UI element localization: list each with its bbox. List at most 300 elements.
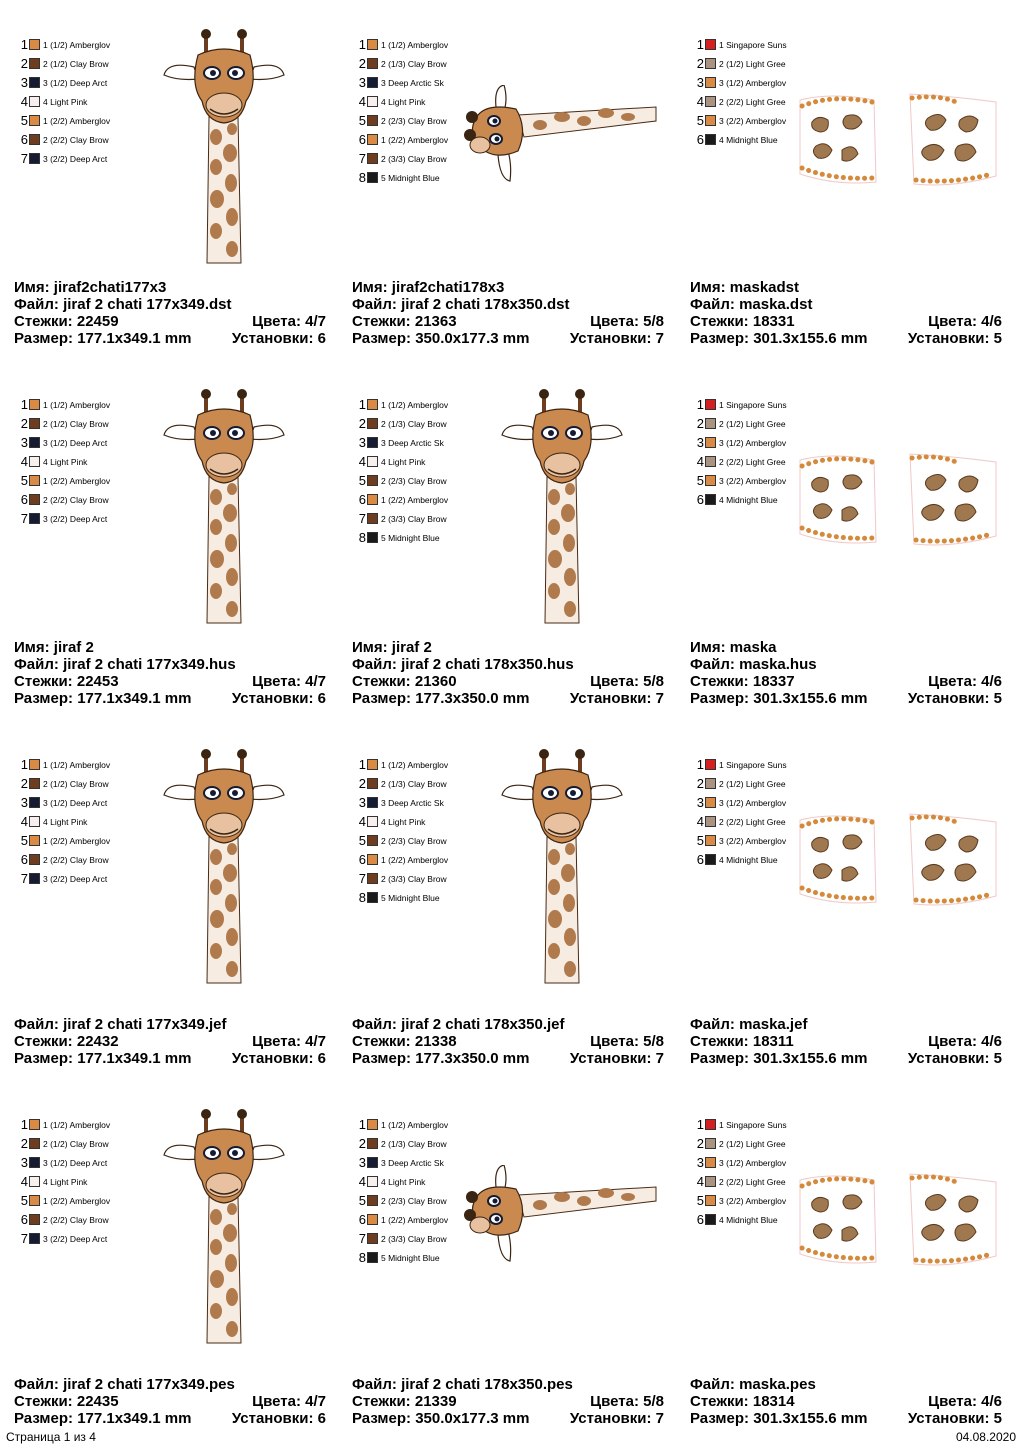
color-number: 6 bbox=[20, 492, 28, 507]
color-row bbox=[356, 812, 476, 831]
color-swatch bbox=[367, 759, 378, 770]
mask-design-image bbox=[792, 1170, 1002, 1270]
color-row bbox=[694, 755, 814, 774]
design-info bbox=[14, 1376, 326, 1427]
color-swatch bbox=[705, 835, 716, 846]
color-name: 3 (2/2) Amberglov bbox=[719, 475, 787, 486]
color-count: 4/6 bbox=[981, 1393, 1002, 1410]
color-row bbox=[18, 35, 138, 54]
color-number: 4 bbox=[358, 454, 366, 469]
color-row bbox=[356, 850, 476, 869]
color-name: 1 (2/2) Amberglov bbox=[43, 835, 111, 846]
color-swatch bbox=[29, 115, 40, 126]
file-name: jiraf 2 chati 178x350.dst bbox=[401, 296, 570, 313]
giraffe-design-image bbox=[154, 745, 294, 985]
color-number: 3 bbox=[696, 795, 704, 810]
design-card bbox=[14, 1105, 344, 1450]
color-row bbox=[18, 1172, 138, 1191]
color-swatch bbox=[705, 39, 716, 50]
settings-count: 5 bbox=[993, 690, 1002, 707]
design-size: 301.3x155.6 mm bbox=[753, 1410, 868, 1427]
color-name: 5 Midnight Blue bbox=[381, 172, 440, 183]
color-swatch bbox=[367, 58, 378, 69]
color-row bbox=[356, 452, 476, 471]
color-row bbox=[356, 793, 476, 812]
color-name: 3 Deep Arctic Sk bbox=[381, 1157, 444, 1168]
color-number: 4 bbox=[696, 814, 704, 829]
file-name: jiraf 2 chati 178x350.pes bbox=[401, 1376, 573, 1393]
color-number: 3 bbox=[20, 75, 28, 90]
color-swatch bbox=[29, 1119, 40, 1130]
design-card bbox=[352, 385, 682, 730]
design-info bbox=[690, 279, 1002, 347]
size-line: Размер: 177.1x349.1 mm Установки: 6 bbox=[14, 1410, 326, 1427]
color-count: 4/7 bbox=[305, 313, 326, 330]
color-row bbox=[356, 509, 476, 528]
color-name: 4 Midnight Blue bbox=[719, 494, 778, 505]
color-number: 4 bbox=[358, 94, 366, 109]
color-name: 2 (2/2) Light Gree bbox=[719, 456, 786, 467]
color-row bbox=[18, 509, 138, 528]
size-line: Размер: 177.1x349.1 mm Установки: 6 bbox=[14, 1050, 326, 1067]
color-number: 1 bbox=[358, 397, 366, 412]
color-number: 5 bbox=[696, 1193, 704, 1208]
color-name: 1 (2/2) Amberglov bbox=[43, 1195, 111, 1206]
color-name: 2 (1/2) Clay Brow bbox=[43, 418, 109, 429]
stitches-line: Стежки: 22432 Цвета: 4/7 bbox=[14, 1033, 326, 1050]
color-name: 4 Light Pink bbox=[43, 1176, 88, 1187]
color-name: 2 (2/3) Clay Brow bbox=[381, 835, 447, 846]
stitches-line: Стежки: 18314 Цвета: 4/6 bbox=[690, 1393, 1002, 1410]
color-swatch bbox=[367, 96, 378, 107]
color-swatch bbox=[29, 797, 40, 808]
color-number: 3 bbox=[696, 75, 704, 90]
color-number: 6 bbox=[20, 132, 28, 147]
color-row bbox=[694, 54, 814, 73]
color-swatch bbox=[29, 759, 40, 770]
color-swatch bbox=[29, 494, 40, 505]
color-swatch bbox=[29, 399, 40, 410]
color-swatch bbox=[29, 437, 40, 448]
file-name: maska.hus bbox=[739, 656, 817, 673]
color-row bbox=[18, 1153, 138, 1172]
color-name: 2 (3/3) Clay Brow bbox=[381, 153, 447, 164]
settings-count: 7 bbox=[655, 1410, 664, 1427]
color-swatch bbox=[705, 494, 716, 505]
giraffe-design-image bbox=[154, 385, 294, 625]
color-count: 4/7 bbox=[305, 1033, 326, 1050]
size-line: Размер: 177.3x350.0 mm Установки: 7 bbox=[352, 690, 664, 707]
color-number: 4 bbox=[20, 814, 28, 829]
print-date: 04.08.2020 bbox=[955, 1430, 1016, 1444]
color-name: 3 (2/2) Deep Arct bbox=[43, 1233, 108, 1244]
file-name: maska.pes bbox=[739, 1376, 816, 1393]
color-swatch bbox=[29, 1233, 40, 1244]
design-card bbox=[14, 25, 344, 370]
size-line: Размер: 301.3x155.6 mm Установки: 5 bbox=[690, 1410, 1002, 1427]
color-row bbox=[356, 395, 476, 414]
color-name: 2 (2/2) Clay Brow bbox=[43, 1214, 109, 1225]
color-number: 6 bbox=[696, 132, 704, 147]
color-name: 1 (2/2) Amberglov bbox=[381, 854, 449, 865]
size-line: Размер: 177.1x349.1 mm Установки: 6 bbox=[14, 690, 326, 707]
color-name: 2 (2/2) Light Gree bbox=[719, 96, 786, 107]
color-row bbox=[18, 831, 138, 850]
color-count: 5/8 bbox=[643, 1393, 664, 1410]
color-number: 2 bbox=[696, 56, 704, 71]
color-name: 4 Light Pink bbox=[381, 96, 426, 107]
color-swatch bbox=[367, 115, 378, 126]
color-number: 5 bbox=[358, 1193, 366, 1208]
color-swatch bbox=[367, 172, 378, 183]
color-number: 1 bbox=[358, 757, 366, 772]
color-swatch bbox=[367, 399, 378, 410]
color-row bbox=[356, 414, 476, 433]
color-list bbox=[18, 1115, 138, 1248]
page-number: Страница 1 из 4 bbox=[6, 1430, 96, 1444]
color-row bbox=[18, 1134, 138, 1153]
color-number: 1 bbox=[696, 757, 704, 772]
color-row bbox=[18, 1115, 138, 1134]
color-row bbox=[18, 452, 138, 471]
color-row bbox=[356, 528, 476, 547]
color-swatch bbox=[705, 437, 716, 448]
color-swatch bbox=[705, 1214, 716, 1225]
file-line: Файл: jiraf 2 chati 177x349.pes bbox=[14, 1376, 235, 1393]
color-name: 2 (1/2) Light Gree bbox=[719, 778, 786, 789]
design-info bbox=[690, 1376, 1002, 1427]
mask-design-image bbox=[792, 450, 1002, 550]
color-number: 5 bbox=[358, 833, 366, 848]
color-swatch bbox=[705, 1119, 716, 1130]
color-number: 4 bbox=[358, 814, 366, 829]
color-number: 2 bbox=[358, 776, 366, 791]
color-name: 3 (1/2) Amberglov bbox=[719, 437, 787, 448]
color-swatch bbox=[29, 77, 40, 88]
color-row bbox=[18, 755, 138, 774]
color-number: 3 bbox=[358, 435, 366, 450]
color-number: 5 bbox=[696, 473, 704, 488]
color-number: 7 bbox=[20, 151, 28, 166]
color-row bbox=[18, 1191, 138, 1210]
color-row bbox=[18, 433, 138, 452]
file-line: Файл: jiraf 2 chati 178x350.hus bbox=[352, 656, 574, 673]
stitch-count: 21360 bbox=[414, 673, 457, 690]
color-name: 1 (2/2) Amberglov bbox=[43, 475, 111, 486]
color-name: 2 (3/3) Clay Brow bbox=[381, 513, 447, 524]
file-name: jiraf 2 chati 178x350.hus bbox=[401, 656, 574, 673]
color-name: 5 Midnight Blue bbox=[381, 532, 440, 543]
color-number: 6 bbox=[358, 132, 366, 147]
color-swatch bbox=[29, 835, 40, 846]
color-swatch bbox=[367, 1195, 378, 1206]
color-swatch bbox=[367, 153, 378, 164]
color-number: 8 bbox=[358, 1250, 366, 1265]
color-row bbox=[18, 774, 138, 793]
color-name: 2 (1/3) Clay Brow bbox=[381, 778, 447, 789]
color-name: 2 (1/2) Light Gree bbox=[719, 1138, 786, 1149]
color-name: 2 (1/2) Light Gree bbox=[719, 58, 786, 69]
color-number: 7 bbox=[358, 1231, 366, 1246]
stitch-count: 21339 bbox=[414, 1393, 457, 1410]
stitch-count: 22453 bbox=[76, 673, 119, 690]
color-name: 5 Midnight Blue bbox=[381, 1252, 440, 1263]
color-swatch bbox=[705, 1138, 716, 1149]
color-swatch bbox=[367, 1157, 378, 1168]
color-list bbox=[18, 35, 138, 168]
color-name: 2 (2/2) Clay Brow bbox=[43, 134, 109, 145]
color-name: 3 (2/2) Amberglov bbox=[719, 1195, 787, 1206]
design-card bbox=[352, 1105, 682, 1450]
design-name-line: Имя: jiraf 2 bbox=[352, 639, 432, 656]
color-name: 1 (2/2) Amberglov bbox=[381, 494, 449, 505]
color-row bbox=[18, 812, 138, 831]
color-swatch bbox=[29, 153, 40, 164]
color-swatch bbox=[367, 475, 378, 486]
file-name: jiraf 2 chati 177x349.jef bbox=[63, 1016, 227, 1033]
color-number: 7 bbox=[20, 1231, 28, 1246]
color-row bbox=[356, 831, 476, 850]
design-name-line: Имя: jiraf2chati178x3 bbox=[352, 279, 505, 296]
color-row bbox=[356, 471, 476, 490]
color-number: 4 bbox=[696, 1174, 704, 1189]
design-info bbox=[14, 1016, 326, 1067]
file-name: jiraf 2 chati 177x349.hus bbox=[63, 656, 236, 673]
color-swatch bbox=[367, 134, 378, 145]
color-name: 1 (2/2) Amberglov bbox=[43, 115, 111, 126]
stitches-line: Стежки: 22453 Цвета: 4/7 bbox=[14, 673, 326, 690]
giraffe-design-image bbox=[154, 1105, 294, 1345]
color-number: 4 bbox=[696, 94, 704, 109]
color-number: 2 bbox=[20, 416, 28, 431]
color-row bbox=[356, 433, 476, 452]
stitch-count: 22459 bbox=[76, 313, 119, 330]
color-row bbox=[694, 395, 814, 414]
stitches-line: Стежки: 21338 Цвета: 5/8 bbox=[352, 1033, 664, 1050]
color-number: 3 bbox=[358, 1155, 366, 1170]
color-swatch bbox=[29, 39, 40, 50]
color-row bbox=[18, 471, 138, 490]
color-number: 3 bbox=[696, 1155, 704, 1170]
color-number: 5 bbox=[358, 473, 366, 488]
color-swatch bbox=[705, 418, 716, 429]
design-name: jiraf2chati177x3 bbox=[53, 279, 167, 296]
stitches-line: Стежки: 22435 Цвета: 4/7 bbox=[14, 1393, 326, 1410]
file-name: jiraf 2 chati 177x349.dst bbox=[63, 296, 232, 313]
color-row bbox=[356, 490, 476, 509]
color-name: 3 Deep Arctic Sk bbox=[381, 437, 444, 448]
color-swatch bbox=[367, 873, 378, 884]
size-line: Размер: 301.3x155.6 mm Установки: 5 bbox=[690, 1050, 1002, 1067]
color-row bbox=[356, 774, 476, 793]
file-line: Файл: maska.hus bbox=[690, 656, 817, 673]
color-swatch bbox=[29, 1157, 40, 1168]
settings-count: 7 bbox=[655, 1050, 664, 1067]
design-name: maskadst bbox=[729, 279, 800, 296]
design-size: 177.3x350.0 mm bbox=[415, 1050, 530, 1067]
color-row bbox=[694, 774, 814, 793]
color-name: 3 Deep Arctic Sk bbox=[381, 77, 444, 88]
color-number: 6 bbox=[358, 1212, 366, 1227]
file-name: jiraf 2 chati 177x349.pes bbox=[63, 1376, 235, 1393]
color-row bbox=[356, 54, 476, 73]
stitch-count: 18331 bbox=[752, 313, 795, 330]
color-name: 2 (2/2) Light Gree bbox=[719, 816, 786, 827]
size-line: Размер: 350.0x177.3 mm Установки: 7 bbox=[352, 330, 664, 347]
file-name: maska.dst bbox=[739, 296, 813, 313]
color-swatch bbox=[29, 1138, 40, 1149]
color-name: 3 (1/2) Amberglov bbox=[719, 77, 787, 88]
color-number: 2 bbox=[696, 416, 704, 431]
design-card bbox=[690, 25, 1020, 370]
design-name: jiraf 2 bbox=[391, 639, 432, 656]
file-line: Файл: jiraf 2 chati 177x349.jef bbox=[14, 1016, 227, 1033]
file-name: maska.jef bbox=[739, 1016, 808, 1033]
color-number: 6 bbox=[358, 852, 366, 867]
color-swatch bbox=[367, 778, 378, 789]
settings-count: 6 bbox=[317, 690, 326, 707]
design-size: 301.3x155.6 mm bbox=[753, 690, 868, 707]
color-number: 5 bbox=[20, 833, 28, 848]
color-swatch bbox=[367, 854, 378, 865]
design-size: 177.1x349.1 mm bbox=[77, 330, 192, 347]
color-row bbox=[18, 1210, 138, 1229]
color-number: 7 bbox=[358, 511, 366, 526]
design-size: 177.1x349.1 mm bbox=[77, 1410, 192, 1427]
color-row bbox=[694, 1115, 814, 1134]
color-swatch bbox=[29, 1214, 40, 1225]
color-swatch bbox=[705, 475, 716, 486]
design-info bbox=[352, 1376, 664, 1427]
color-name: 3 (2/2) Deep Arct bbox=[43, 513, 108, 524]
color-swatch bbox=[29, 1195, 40, 1206]
color-number: 4 bbox=[358, 1174, 366, 1189]
design-size: 177.1x349.1 mm bbox=[77, 690, 192, 707]
color-row bbox=[18, 490, 138, 509]
color-number: 4 bbox=[696, 454, 704, 469]
color-number: 1 bbox=[696, 397, 704, 412]
design-name-line: Имя: jiraf 2 bbox=[14, 639, 94, 656]
color-number: 1 bbox=[20, 37, 28, 52]
color-swatch bbox=[29, 1176, 40, 1187]
giraffe-design-image bbox=[492, 745, 632, 985]
color-name: 1 (1/2) Amberglov bbox=[381, 1119, 449, 1130]
stitches-line: Стежки: 18337 Цвета: 4/6 bbox=[690, 673, 1002, 690]
color-name: 2 (1/3) Clay Brow bbox=[381, 418, 447, 429]
color-number: 3 bbox=[20, 1155, 28, 1170]
color-number: 4 bbox=[20, 454, 28, 469]
color-number: 6 bbox=[20, 852, 28, 867]
color-name: 2 (1/3) Clay Brow bbox=[381, 58, 447, 69]
color-swatch bbox=[367, 1233, 378, 1244]
color-row bbox=[694, 414, 814, 433]
color-count: 5/8 bbox=[643, 313, 664, 330]
color-number: 8 bbox=[358, 890, 366, 905]
stitch-count: 22432 bbox=[76, 1033, 119, 1050]
color-name: 2 (3/3) Clay Brow bbox=[381, 1233, 447, 1244]
color-name: 3 (1/2) Deep Arct bbox=[43, 77, 108, 88]
color-name: 4 Light Pink bbox=[43, 816, 88, 827]
color-swatch bbox=[29, 513, 40, 524]
design-info bbox=[352, 279, 664, 347]
color-number: 8 bbox=[358, 170, 366, 185]
color-swatch bbox=[29, 816, 40, 827]
color-number: 5 bbox=[20, 473, 28, 488]
color-number: 5 bbox=[696, 113, 704, 128]
color-number: 6 bbox=[20, 1212, 28, 1227]
color-count: 5/8 bbox=[643, 1033, 664, 1050]
giraffe-design-image bbox=[154, 25, 294, 265]
color-swatch bbox=[29, 134, 40, 145]
color-list bbox=[356, 395, 476, 547]
color-name: 2 (3/3) Clay Brow bbox=[381, 873, 447, 884]
file-line: Файл: maska.dst bbox=[690, 296, 813, 313]
color-swatch bbox=[367, 456, 378, 467]
color-swatch bbox=[367, 437, 378, 448]
giraffe-design-image bbox=[492, 385, 632, 625]
color-swatch bbox=[705, 759, 716, 770]
design-name: maska bbox=[729, 639, 777, 656]
settings-count: 5 bbox=[993, 1410, 1002, 1427]
color-number: 5 bbox=[20, 113, 28, 128]
color-swatch bbox=[367, 77, 378, 88]
color-number: 5 bbox=[358, 113, 366, 128]
color-name: 1 Singapore Suns bbox=[719, 39, 787, 50]
color-number: 6 bbox=[696, 492, 704, 507]
color-name: 1 (1/2) Amberglov bbox=[43, 1119, 111, 1130]
color-swatch bbox=[367, 494, 378, 505]
file-line: Файл: maska.pes bbox=[690, 1376, 816, 1393]
color-name: 2 (1/2) Clay Brow bbox=[43, 778, 109, 789]
color-number: 1 bbox=[20, 757, 28, 772]
stitch-count: 22435 bbox=[76, 1393, 119, 1410]
color-name: 2 (2/3) Clay Brow bbox=[381, 1195, 447, 1206]
color-name: 2 (2/3) Clay Brow bbox=[381, 475, 447, 486]
color-swatch bbox=[705, 399, 716, 410]
size-line: Размер: 177.3x350.0 mm Установки: 7 bbox=[352, 1050, 664, 1067]
color-number: 1 bbox=[696, 1117, 704, 1132]
color-row bbox=[356, 35, 476, 54]
color-swatch bbox=[367, 835, 378, 846]
design-card bbox=[690, 385, 1020, 730]
stitches-line: Стежки: 22459 Цвета: 4/7 bbox=[14, 313, 326, 330]
design-info bbox=[14, 639, 326, 707]
color-swatch bbox=[367, 1214, 378, 1225]
color-number: 2 bbox=[358, 416, 366, 431]
color-number: 1 bbox=[358, 37, 366, 52]
color-name: 2 (1/2) Light Gree bbox=[719, 418, 786, 429]
stitch-count: 18314 bbox=[752, 1393, 795, 1410]
color-name: 4 Light Pink bbox=[43, 456, 88, 467]
color-row bbox=[18, 395, 138, 414]
settings-count: 7 bbox=[655, 330, 664, 347]
color-number: 1 bbox=[358, 1117, 366, 1132]
color-number: 3 bbox=[696, 435, 704, 450]
design-card bbox=[14, 745, 344, 1090]
color-number: 2 bbox=[696, 776, 704, 791]
stitch-count: 21338 bbox=[414, 1033, 457, 1050]
color-swatch bbox=[705, 58, 716, 69]
file-line: Файл: jiraf 2 chati 178x350.jef bbox=[352, 1016, 565, 1033]
color-number: 3 bbox=[358, 75, 366, 90]
stitch-count: 18337 bbox=[752, 673, 795, 690]
color-number: 2 bbox=[358, 1136, 366, 1151]
mask-design-image bbox=[792, 90, 1002, 190]
color-name: 4 Midnight Blue bbox=[719, 1214, 778, 1225]
design-card bbox=[352, 745, 682, 1090]
size-line: Размер: 177.1x349.1 mm Установки: 6 bbox=[14, 330, 326, 347]
color-number: 7 bbox=[358, 871, 366, 886]
